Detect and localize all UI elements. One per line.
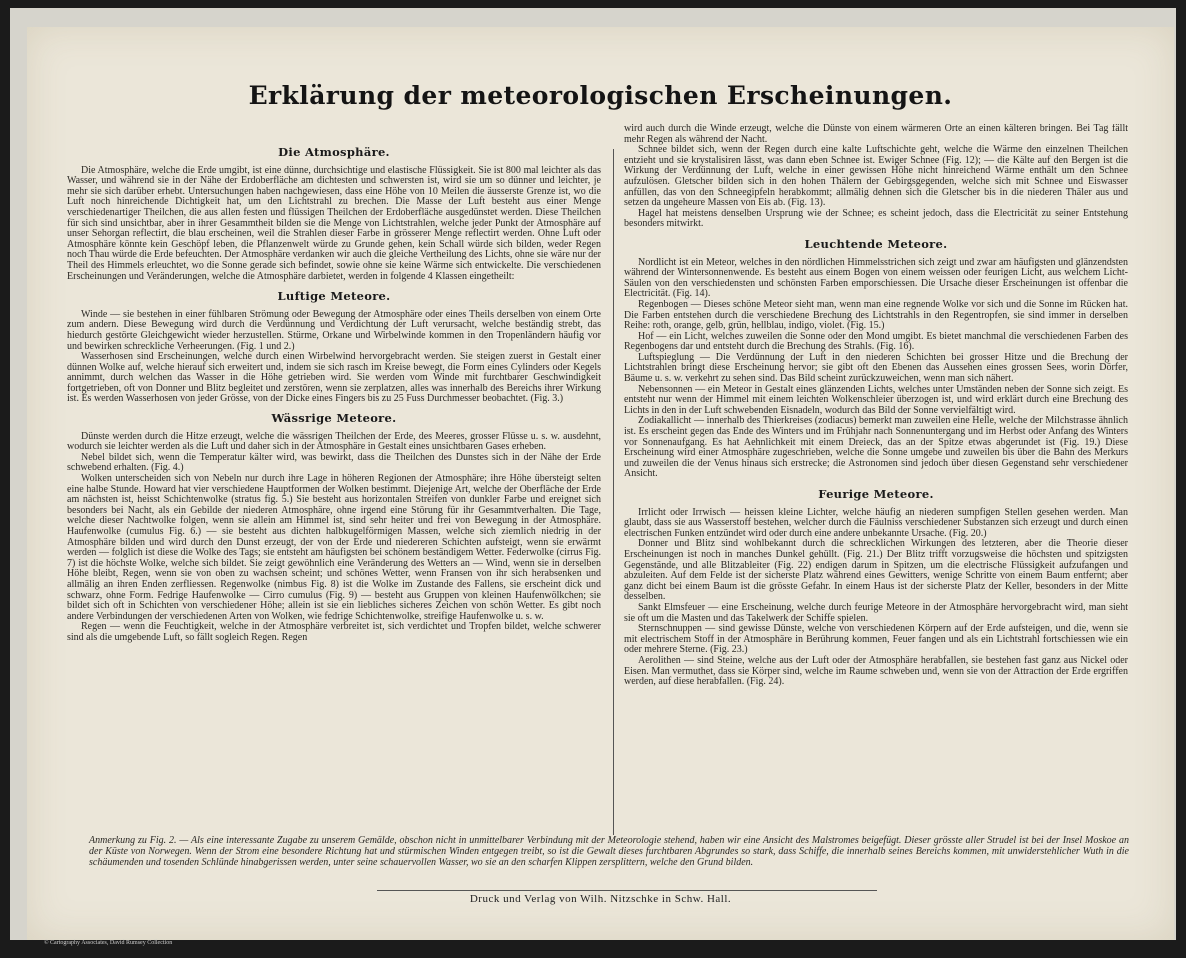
section-heading-feurige: Feurige Meteore.: [818, 487, 934, 501]
document-title: Erklärung der meteorologischen Erscheinungen.: [248, 81, 953, 110]
paragraph-irrlicht: Irrlicht oder Irrwisch — heissen kleine Lichter, welche häufig an niederen sumpfigen Stellen gesehen werden. Man glaubt, dass sie aus Wasserstoff bestehen, welcher durch die Fäulniss verschiedener Substanzen sich erzeugt und durch einen electrischen Funken entzündet wird oder durch eine andere unbekannte Ursache. (Fig. 20.): [624, 506, 1128, 539]
section-heading-atmosphaere: Die Atmosphäre.: [278, 145, 390, 159]
paragraph-duenste: Dünste werden durch die Hitze erzeugt, welche die wässrigen Theilchen der Erde, des Meeres, grosser Flüsse u. s. w. ausdehnt, wodurch sie leichter werden als die Luft und daher sich in der Atmosphäre in Gestalt eines unsichtbaren Gases erheben.: [67, 430, 601, 453]
paragraph-regen-cont: wird auch durch die Winde erzeugt, welche die Dünste von einem wärmeren Orte an einen kälteren bringen. Bei Tag fällt mehr Regen als während der Nacht.: [624, 124, 1128, 145]
paragraph-zodiakallicht: Zodiakallicht — innerhalb des Thierkreises (zodiacus) bemerkt man zuweilen eine Helle, welche der Milchstrasse ähnlich ist. Es erscheint gegen das Ende des Winters und im Frühjahr nach Sonnenuntergang und im Herbst oder Anfang des Winters vor Sonnenaufgang. Es hat Aehnlichkeit mit einem Dreieck, das an der Spitze etwas abgerundet ist (Fig. 19.) Diese Erscheinung wird einer Atmosphäre zugeschrieben, welche die Sonne umgebe und zuweilen bis über die Bahn des Merkurs und zuweilen die der Venus hinaus sich erstrecke; die Astronomen sind jedoch über diesen Gegenstand sehr verschiedener Ansicht.: [624, 415, 1128, 480]
paragraph-wasserhosen: Wasserhosen sind Erscheinungen, welche durch einen Wirbelwind hervorgebracht werden. Sie steigen zuerst in Gestalt einer dünnen Wolke auf, welche hierauf sich erweitert und, indem sie sich rasch im Kreise bewegt, die Form eines Cylinders oder Kegels annimmt, durch welchen das Wasser in die Höhe getrieben wird. Sie werden vom Winde mit furchtbarer Geschwindigkeit fortgetrieben, oft von Donner und Blitz begleitet und zerstören, wenn sie zerplatzen, alles was innerhalb des Bereichs ihrer Wirkung ist. Es werden Wasserhosen von jeder Grösse, von der Dicke eines Fingers bis zu 25 Fuss Durchmesser beobachtet. (Fig. 3.): [67, 351, 601, 405]
right-column: [624, 124, 1128, 844]
paragraph-atmosphaere: Die Atmosphäre, welche die Erde umgibt, ist eine dünne, durchsichtige und elastische Flüssigkeit. Sie ist 800 mal leichter als das Wasser, und während sie in der Nähe der Erdoberfläche am dichtesten und schwersten ist, wird sie um so dünner und leichter, je mehr sie sich darüber erhebt. Untersuchungen haben nachgewiesen, dass eine Höhe von 10 Meilen die äusserste Grenze ist, wo die Luft noch hinreichende Dichtigkeit hat, um den Lichtstrahl zu brechen. Die Masse der Luft besteht aus einer Menge verschiedenartiger Theilchen, die aus allen festen und flüssigen Theilchen der Erdoberfläche ausgedünstet werden. Diese Theilchen für sich sind unsichtbar, aber in ihrer Gesammtheit bilden sie die Menge von Lichtstrahlen, welche jeder Punkt der Atmosphäre auf unser Sehorgan reflectirt, die blau erscheinen, weil die Strahlen dieser Farbe in grösserer Menge reflectirt werden. Ohne Luft oder Atmosphäre könnte kein Geschöpf leben, die Pflanzenwelt würde zu Grunde gehen, kein Schall würde sich bilden, weder Regen noch Thau würde die Erde befeuchten. Der Atmosphäre verdanken wir auch die gleiche Vertheilung des Lichts, ohne sie wäre nur der Theil des Himmels erleuchtet, wo die Sonne gerade sich befindet, sowie ohne sie keine Wärme sich entwickelte. Die verschiedenen Erscheinungen und Veränderungen, welche die Atmosphäre darbietet, werden in folgende 4 Klassen eingetheilt:: [67, 164, 601, 282]
paragraph-nebensonnen: Nebensonnen — ein Meteor in Gestalt eines glänzenden Lichts, welches unter Umständen neben der Sonne sich zeigt. Es entsteht nur wenn der Himmel mit einem leichten Wolkenschleier überzogen ist, und wird erklärt durch eine Brechung des Lichts in den in der Luft schwebenden Eisnadeln, wodurch das Bild der Sonne vervielfältigt wird.: [624, 383, 1128, 416]
paragraph-nordlicht: Nordlicht ist ein Meteor, welches in den nördlichen Himmelsstrichen sich zeigt und zwar am häufigsten und glänzendsten während der Wintersonnenwende. Es besteht aus einem Bogen von einem weissen oder feurigen Licht, aus welchem Licht-Säulen von den verschiedensten und schönsten Farben emporschiessen. Die Ursache dieser Erscheinungen ist offenbar die Electricität. (Fig. 14).: [624, 256, 1128, 300]
imprint: Druck und Verlag von Wilh. Nitzschke in Schw. Hall.: [469, 893, 732, 905]
paragraph-wolken: Wolken unterscheiden sich von Nebeln nur durch ihre Lage in höheren Regionen der Atmosphäre; ihre Höhe übersteigt selten eine halbe Stunde. Howard hat vier verschiedene Hauptformen der Wolken bestimmt. Diejenige Art, welche der Oberfläche der Erde am nächsten ist, heisst Schichtenwolke (stratus fig. 5.) Sie besteht aus horizontalen Streifen von dunkler Farbe und ereignet sich besonders bei Nacht, als ein Gebilde der niederen Atmosphäre, ohne irgend eine Störung für ihr Gesammtverhalten. Die Tage, welche dieser Nachtwolke folgen, wenn sie allein am Himmel ist, sind sehr heiter und frei von Bewegung in der Atmosphäre. Haufenwolke (cumulus Fig. 6.) — sie besteht aus dichten halbkugelförmigen Massen, welche sich ziemlich niedrig in der Atmosphäre bilden und wird durch den Dunst erzeugt, der von der Erde und niedereren Schichten aufsteigt, wenn sie erwärmt werden — folglich ist diese die Wolke des Tags; sie entsteht am häufigsten bei schönem beständigem Wetter. Federwolke (cirrus Fig. 7) ist die höchste Wolke, welche sich bildet. Sie zeigt gewöhnlich eine Veränderung des Wetters an — Wind, wenn sie in derselben Höhe bleibt, Regen, wenn sie von oben zu wachsen scheint; und schönes Wetter, wenn Fransen von ihr sich herabsenken und allmälig an ihren Enden zerfliessen. Regenwolke (nimbus Fig. 8) ist die Wolke im Zustande des Fallens, sie erscheint dick und schwarz, ohne Form. Fedrige Haufenwolke — Cirro cumulus (Fig. 9) — besteht aus Gruppen von kleinen Haufenwölkchen; sie bildet sich oft in Schichten von verschiedener Höhe; allein ist sie ein liebliches sicheres Zeichen von schön Wetter. Es gibt noch andere Verbindungen der verschiedenen Arten von Wolken, wie fedrige Schichtenwolke, streifige Haufenwolke u. s. w.: [67, 473, 601, 622]
paragraph-aerolithen: Aerolithen — sind Steine, welche aus der Luft oder der Atmosphäre herabfallen, sie bestehen fast ganz aus Nickel oder Eisen. Man vermuthet, dass sie Körper sind, welche im Raume schweben und, wenn sie von der Attraction der Erde ergriffen werden, auf diese herabfallen. (Fig. 24).: [624, 654, 1128, 688]
paragraph-hof: Hof — ein Licht, welches zuweilen die Sonne oder den Mond umgibt. Es bietet manchmal die verschiedenen Farben des Regenbogens dar und entsteht durch die Brechung des Strahls. (Fig. 16).: [624, 330, 1128, 353]
paragraph-schnee: Schnee bildet sich, wenn der Regen durch eine kalte Luftschichte geht, welche die Wärme den einzelnen Theilchen entzieht und sie krystalisiren lässt, was dann eben Schnee ist. Ewiger Schnee (Fig. 12); — die Kälte auf den Bergen ist die Wirkung der Verdünnung der Luft, welche in einer gewissen Höhe nicht hinreichend Wärme enthält um den Schnee aufzulösen. Gletscher bilden sich in den hohen Thälern der Gebirgsgegenden, welche sich mit Schnee und Eiswasser anfüllen, das von den Schneegipfeln herabkommt; allmälig dehnen sich die Gletscher bis in die niederen Thäler aus und setzen da ungeheure Massen von Eis ab. (Fig. 13).: [624, 144, 1128, 209]
section-heading-luftige: Luftige Meteore.: [277, 289, 391, 304]
column-divider: [613, 149, 614, 835]
document-sheet: [27, 27, 1174, 940]
paragraph-donner-blitz: Donner und Blitz sind wohlbekannt durch die schrecklichen Wirkungen des letzteren, aber die Theorie dieser Erscheinungen ist noch in manches Dunkel gehüllt. (Fig. 21.) Der Blitz trifft vorzugsweise die höchsten und spitzigsten Gegenstände, und alle Blitzableiter (Fig. 22) endigen darum in Spitzen, um die electrische Flüssigkeit aufzufangen und abzuleiten. Auf dem Felde ist der sicherste Platz während eines Gewitters, wenige Schritte von einem Baum entfernt; aber ganz dicht bei einem Baum ist die grösste Gefahr. In einem Haus ist der sicherste Platz der Keller, besonders in der Mitte desselben.: [624, 538, 1128, 603]
paragraph-hagel: Hagel hat meistens denselben Ursprung wie der Schnee; es scheint jedoch, dass die Electricität zu seiner Entstehung besonders mitwirkt.: [624, 207, 1128, 230]
left-column: [67, 143, 601, 863]
collection-credit: © Cartography Associates, David Rumsey Collection: [44, 940, 173, 946]
paragraph-winde: Winde — sie bestehen in einer fühlbaren Strömung oder Bewegung der Atmosphäre oder eines Theils derselben von einem Orte zum andern. Diese Bewegung wird durch die Verdünnung und Verdichtung der Luft verursacht, welche beständig strebt, das hiedurch gestörte Gleichgewicht wieder herzustellen. Stürme, Orkane und Wirbelwinde kommen in den Tropenländern häufig vor und bewirken schreckliche Verheerungen. (Fig. 1 und 2.): [67, 308, 601, 352]
paragraph-sternschnuppen: Sternschnuppen — sind gewisse Dünste, welche von verschiedenen Körpern auf der Erde aufsteigen, und die, wenn sie mit electrischem Stoff in der Atmosphäre in Berührung kommen, Feuer fangen und als ein Lichtstrahl fortschiessen wie ein oder mehrere Sterne. (Fig. 23.): [624, 623, 1128, 656]
paragraph-regenbogen: Regenbogen — Dieses schöne Meteor sieht man, wenn man eine regnende Wolke vor sich und die Sonne im Rücken hat. Die Farben entstehen durch die verschiedene Brechung des Lichtstrahls in den Regentropfen, sie sind immer in derselben Reihe: roth, orange, gelb, grün, hellblau, indigo, violet. (Fig. 15.): [624, 298, 1128, 332]
paragraph-nebel: Nebel bildet sich, wenn die Temperatur kälter wird, was bewirkt, dass die Theilchen des Dunstes sich in der Nähe der Erde schwebend erhalten. (Fig. 4.): [67, 451, 601, 474]
imprint-rule: [377, 890, 877, 891]
paragraph-luftspieglung: Luftspieglung — Die Verdünnung der Luft in den niederen Schichten bei grosser Hitze und die Brechung der Lichtstrahlen bringt diese Erscheinung hervor; sie gibt oft den Ebenen das Aussehen eines grossen Sees, worin Dörfer, Bäume u. s. w. verkehrt zu sehen sind. Das Bild scheint zurückzuweichen, wenn man sich nähert.: [624, 351, 1128, 385]
paragraph-regen: Regen — wenn die Feuchtigkeit, welche in der Atmosphäre verbreitet ist, sich verdichtet und Tropfen bildet, welche schwerer sind als die umgebende Luft, so fällt sogleich Regen. Regen: [67, 621, 601, 643]
section-heading-waessrige: Wässrige Meteore.: [271, 411, 397, 426]
viewer-frame: [10, 8, 1176, 940]
footnote: Anmerkung zu Fig. 2. — Als eine interessante Zugabe zu unserem Gemälde, obschon nicht in unmittelbarer Verbindung mit der Meteorologie stehend, haben wir eine Ansicht des Malstromes beigefügt. Dieser grösste aller Strudel ist bei der Insel Moskoe an der Küste von Norwegen. Wenn der Strom eine besondere Richtung hat und stürmischen Winden entgegen treibt, so ist die Gewalt dieses furchtbaren Abgrundes so stark, dass Schiffe, die innerhalb seines Bereichs kommen, mit unwiderstehlicher Wuth in die schäumenden und tosenden Schlünde hinabgerissen werden, unter seine schauervollen Wasser, wo sie an den scharfen Klippen zersplittern, welche den Grund bilden.: [89, 835, 1129, 869]
paragraph-elmsfeuer: Sankt Elmsfeuer — eine Erscheinung, welche durch feurige Meteore in der Atmosphäre hervorgebracht wird, man sieht sie oft um die Masten und das Takelwerk der Schiffe spielen.: [624, 601, 1128, 624]
section-heading-leuchtende: Leuchtende Meteore.: [804, 236, 948, 251]
